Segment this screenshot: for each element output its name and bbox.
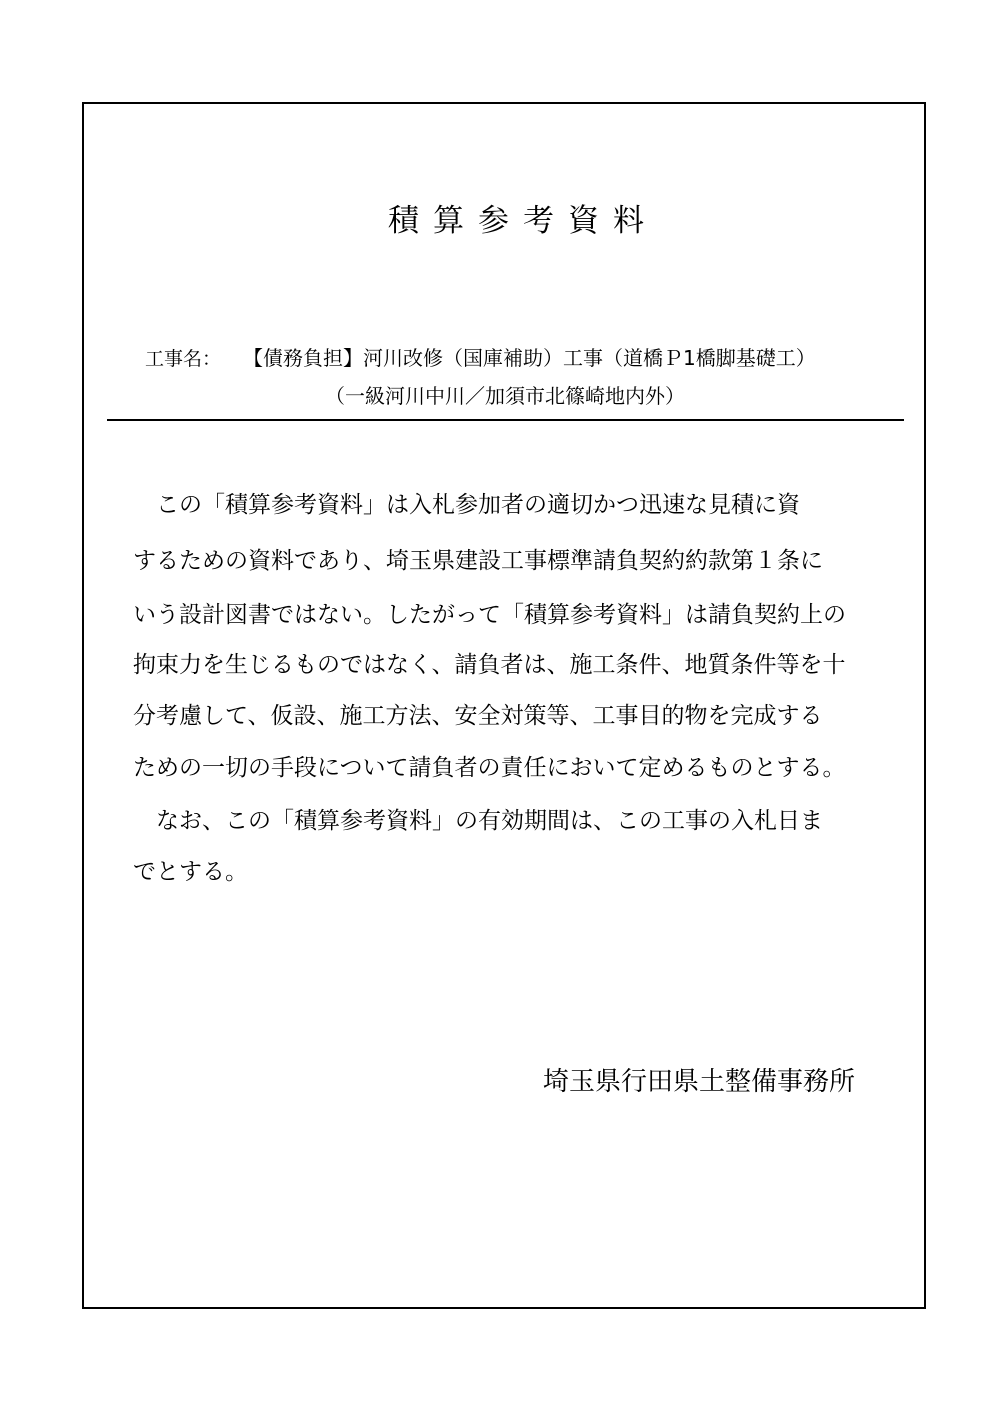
- header-divider: [107, 419, 904, 421]
- project-location: （一級河川中川／加須市北篠崎地内外）: [325, 384, 685, 408]
- body-text-line: 分考慮して、仮設、施工方法、安全対策等、工事目的物を完成する: [133, 703, 823, 729]
- document-title: 積算参考資料: [388, 203, 658, 239]
- body-text-line: 拘束力を生じるものではなく、請負者は、施工条件、地質条件等を十: [133, 652, 846, 678]
- project-name: 【債務負担】河川改修（国庫補助）工事（道橋Ｐ1橋脚基礎工）: [243, 346, 816, 370]
- body-text-line: この「積算参考資料」は入札参加者の適切かつ迅速な見積に資: [133, 492, 800, 518]
- project-name-label: 工事名：: [145, 348, 222, 370]
- issuing-office: 埼玉県行田県土整備事務所: [543, 1067, 856, 1097]
- body-text-line: いう設計図書ではない。したがって「積算参考資料」は請負契約上の: [133, 602, 846, 628]
- body-text-line: でとする。: [133, 859, 248, 885]
- body-text-line: するための資料であり、埼玉県建設工事標準請負契約約款第１条に: [133, 548, 823, 574]
- body-text-line: なお、この「積算参考資料」の有効期間は、この工事の入札日ま: [133, 808, 823, 834]
- body-text-line: ための一切の手段について請負者の責任において定めるものとする。: [133, 755, 846, 781]
